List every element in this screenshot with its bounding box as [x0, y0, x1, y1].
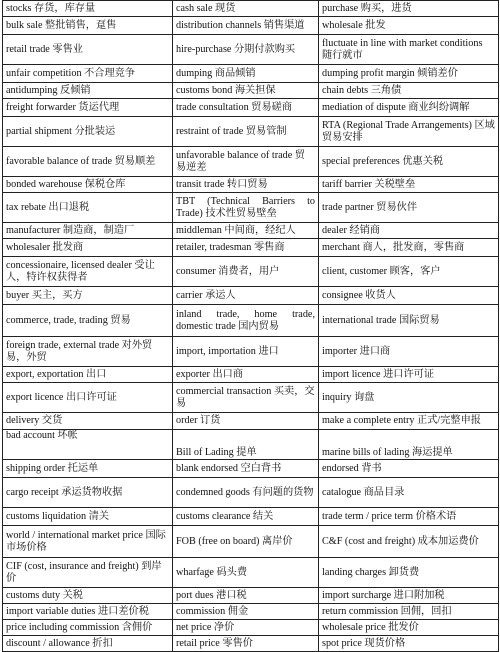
- table-row: [3, 460, 499, 478]
- table-cell: [173, 305, 319, 337]
- glossary-entry: blank endorsed 空白背书: [176, 462, 282, 474]
- glossary-entry: retail price 零售价: [176, 637, 253, 649]
- table-cell: [3, 558, 173, 588]
- glossary-entry: foreign trade, external trade 对外贸易，外贸: [6, 339, 153, 363]
- glossary-entry: transit trade 转口贸易: [176, 178, 268, 190]
- glossary-entry: partial shipment 分批装运: [6, 125, 116, 137]
- table-cell: [173, 17, 319, 35]
- table-cell: [173, 65, 319, 83]
- table-row: [3, 223, 499, 239]
- glossary-entry: wharfage 码头费: [176, 566, 248, 578]
- table-cell: [3, 460, 173, 478]
- table-cell: [3, 337, 173, 367]
- table-cell: [319, 223, 499, 239]
- table-cell: [3, 636, 173, 652]
- glossary-entry: commercial transaction 买卖，交易: [176, 385, 315, 409]
- table-cell: [3, 430, 173, 460]
- table-cell: [173, 287, 319, 305]
- glossary-entry: fluctuate in line with market conditions 随行就市: [322, 37, 483, 61]
- table-cell: [3, 526, 173, 558]
- glossary-table: [2, 0, 499, 652]
- table-cell: [3, 413, 173, 430]
- table-cell: [173, 430, 319, 460]
- table-cell: [3, 83, 173, 99]
- glossary-entry: CIF (cost, insurance and freight) 到岸价: [6, 560, 162, 584]
- glossary-entry: import surcharge 进口附加税: [322, 589, 445, 601]
- glossary-entry: delivery 交货: [6, 415, 63, 426]
- table-cell: [173, 117, 319, 147]
- table-cell: [3, 65, 173, 83]
- table-row: [3, 588, 499, 604]
- table-cell: [3, 367, 173, 383]
- table-cell: [173, 604, 319, 620]
- glossary-entry: trade term / price term 价格术语: [322, 510, 457, 522]
- glossary-entry: spot price 现货价格: [322, 637, 406, 649]
- glossary-entry: customs bond 海关担保: [176, 84, 276, 96]
- glossary-entry: price including commission 含佣价: [6, 621, 153, 633]
- table-cell: [319, 508, 499, 526]
- table-row: [3, 558, 499, 588]
- table-cell: [173, 257, 319, 287]
- table-row: [3, 636, 499, 652]
- glossary-entry: buyer 买主，买方: [6, 289, 83, 301]
- glossary-entry: distribution channels 销售渠道: [176, 19, 305, 31]
- glossary-table-body: [3, 1, 499, 652]
- glossary-entry: unfair competition 不合理竞争: [6, 67, 136, 79]
- glossary-entry: world / international market price 国际市场价格: [6, 529, 166, 553]
- glossary-entry: wholesale 批发: [322, 19, 386, 31]
- table-row: [3, 83, 499, 99]
- glossary-entry: Bill of Lading 提单: [176, 447, 257, 458]
- table-row: [3, 305, 499, 337]
- glossary-entry: antidumping 反倾销: [6, 84, 91, 96]
- glossary-entry: shipping order 托运单: [6, 462, 99, 474]
- glossary-entry: import variable duties 进口差价税: [6, 605, 149, 617]
- glossary-entry: manufacturer 制造商，制造厂: [6, 224, 135, 236]
- table-cell: [173, 636, 319, 652]
- table-cell: [3, 257, 173, 287]
- table-row: [3, 526, 499, 558]
- table-cell: [319, 588, 499, 604]
- table-cell: [319, 147, 499, 177]
- table-cell: [173, 413, 319, 430]
- table-cell: [173, 147, 319, 177]
- glossary-entry: marine bills of lading 海运提单: [322, 447, 453, 458]
- table-cell: [319, 305, 499, 337]
- table-row: [3, 17, 499, 35]
- glossary-entry: endorsed 背书: [322, 462, 382, 474]
- table-cell: [319, 337, 499, 367]
- table-cell: [173, 508, 319, 526]
- table-cell: [319, 430, 499, 460]
- glossary-entry: trade partner 贸易伙伴: [322, 201, 418, 213]
- glossary-entry: order 订货: [176, 415, 221, 426]
- table-row: [3, 239, 499, 257]
- table-row: [3, 287, 499, 305]
- glossary-entry: export, exportation 出口: [6, 368, 107, 380]
- glossary-entry: cash sale 现货: [176, 2, 236, 14]
- table-cell: [173, 239, 319, 257]
- table-cell: [319, 558, 499, 588]
- table-row: [3, 117, 499, 147]
- glossary-entry: catalogue 商品目录: [322, 486, 405, 498]
- glossary-entry: stocks 存货，库存量: [6, 2, 96, 14]
- table-cell: [3, 177, 173, 193]
- glossary-entry: merchant 商人，批发商，零售商: [322, 241, 465, 253]
- glossary-entry: bonded warehouse 保税仓库: [6, 178, 126, 190]
- glossary-entry: customs liquidation 清关: [6, 510, 110, 522]
- table-cell: [173, 223, 319, 239]
- glossary-entry: dealer 经销商: [322, 224, 380, 236]
- table-cell: [319, 83, 499, 99]
- table-row: [3, 620, 499, 636]
- table-cell: [319, 287, 499, 305]
- glossary-entry: inquiry 询盘: [322, 391, 375, 403]
- table-cell: [3, 1, 173, 17]
- glossary-entry: retail trade 零售业: [6, 43, 83, 55]
- table-cell: [173, 83, 319, 99]
- glossary-entry: inland trade, home trade, domestic trade 国内贸易: [176, 308, 315, 332]
- table-cell: [319, 413, 499, 430]
- glossary-entry: hire-purchase 分期付款购买: [176, 43, 296, 55]
- table-cell: [319, 257, 499, 287]
- table-row: [3, 147, 499, 177]
- glossary-entry: freight forwarder 货运代理: [6, 101, 120, 113]
- table-cell: [173, 383, 319, 413]
- glossary-entry: dumping 商品倾销: [176, 67, 256, 79]
- table-cell: [173, 99, 319, 117]
- table-cell: [173, 35, 319, 65]
- glossary-entry: consumer 消费者，用户: [176, 265, 280, 277]
- glossary-entry: net price 净价: [176, 621, 235, 633]
- table-row: [3, 35, 499, 65]
- glossary-entry: consignee 收货人: [322, 289, 396, 301]
- table-cell: [319, 383, 499, 413]
- table-cell: [3, 620, 173, 636]
- table-row: [3, 383, 499, 413]
- glossary-entry: customs duty 关税: [6, 589, 83, 601]
- table-cell: [319, 1, 499, 17]
- glossary-entry: FOB (free on board) 离岸价: [176, 535, 293, 547]
- table-row: [3, 65, 499, 83]
- table-cell: [319, 367, 499, 383]
- glossary-entry: special preferences 优惠关税: [322, 155, 444, 167]
- glossary-entry: commerce, trade, trading 贸易: [6, 314, 131, 326]
- glossary-entry: commission 佣金: [176, 605, 249, 617]
- glossary-entry: export licence 出口许可证: [6, 391, 117, 403]
- glossary-entry: concessionaire, licensed dealer 受让人，特许权获得者: [6, 259, 155, 283]
- table-cell: [319, 478, 499, 508]
- table-cell: [319, 65, 499, 83]
- glossary-entry: cargo receipt 承运货物收据: [6, 486, 123, 498]
- table-cell: [3, 35, 173, 65]
- table-row: [3, 604, 499, 620]
- glossary-entry: retailer, tradesman 零售商: [176, 241, 285, 253]
- glossary-entry: TBT (Technical Barriers to Trade) 技术性贸易壁垒: [176, 195, 315, 219]
- table-cell: [3, 287, 173, 305]
- table-cell: [319, 35, 499, 65]
- table-row: [3, 508, 499, 526]
- table-cell: [173, 526, 319, 558]
- table-cell: [173, 620, 319, 636]
- glossary-entry: tariff barrier 关税壁垒: [322, 178, 416, 190]
- table-cell: [319, 636, 499, 652]
- glossary-entry: middleman 中间商，经纪人: [176, 224, 296, 236]
- table-cell: [3, 604, 173, 620]
- table-cell: [319, 177, 499, 193]
- table-row: [3, 1, 499, 17]
- glossary-entry: trade consultation 贸易磋商: [176, 101, 293, 113]
- glossary-entry: condemned goods 有问题的货物: [176, 486, 314, 498]
- glossary-entry: customs clearance 结关: [176, 510, 274, 522]
- glossary-entry: port dues 港口税: [176, 589, 247, 601]
- glossary-entry: import, importation 进口: [176, 345, 279, 357]
- glossary-entry: client, customer 顾客，客户: [322, 265, 441, 277]
- table-cell: [3, 239, 173, 257]
- glossary-entry: bulk sale 整批销售，趸售: [6, 19, 117, 31]
- table-row: [3, 99, 499, 117]
- glossary-entry: exporter 出口商: [176, 368, 244, 380]
- glossary-entry: carrier 承运人: [176, 289, 236, 301]
- table-cell: [173, 588, 319, 604]
- table-cell: [3, 478, 173, 508]
- table-row: [3, 430, 499, 460]
- table-cell: [173, 478, 319, 508]
- table-cell: [3, 147, 173, 177]
- glossary-entry: chain debts 三角债: [322, 84, 402, 96]
- glossary-entry: unfavorable balance of trade 贸易逆差: [176, 149, 305, 173]
- table-row: [3, 257, 499, 287]
- table-cell: [173, 193, 319, 223]
- glossary-entry: favorable balance of trade 贸易顺差: [6, 155, 156, 167]
- glossary-entry: make a complete entry 正式/完整申报: [322, 415, 481, 426]
- table-cell: [319, 99, 499, 117]
- table-cell: [319, 460, 499, 478]
- table-cell: [3, 588, 173, 604]
- table-cell: [173, 1, 319, 17]
- glossary-entry: wholesaler 批发商: [6, 241, 84, 253]
- table-cell: [173, 177, 319, 193]
- table-cell: [3, 117, 173, 147]
- glossary-entry: mediation of dispute 商业纠纷调解: [322, 101, 470, 113]
- glossary-entry: C&F (cost and freight) 成本加运费价: [322, 535, 479, 547]
- glossary-entry: landing charges 卸货费: [322, 566, 420, 578]
- table-cell: [319, 604, 499, 620]
- glossary-entry: international trade 国际贸易: [322, 314, 440, 326]
- table-cell: [319, 17, 499, 35]
- glossary-entry: RTA (Regional Trade Arrangements) 区域贸易安排: [322, 119, 495, 143]
- glossary-entry: purchase 购买，进货: [322, 2, 412, 14]
- table-cell: [3, 17, 173, 35]
- table-cell: [3, 99, 173, 117]
- table-cell: [173, 337, 319, 367]
- table-cell: [3, 223, 173, 239]
- table-row: [3, 337, 499, 367]
- table-cell: [3, 305, 173, 337]
- table-cell: [319, 526, 499, 558]
- table-row: [3, 177, 499, 193]
- table-cell: [3, 193, 173, 223]
- glossary-entry: return commission 回佣，回扣: [322, 605, 452, 617]
- table-cell: [173, 558, 319, 588]
- table-cell: [173, 460, 319, 478]
- table-row: [3, 413, 499, 430]
- table-cell: [173, 367, 319, 383]
- table-row: [3, 193, 499, 223]
- glossary-entry: import licence 进口许可证: [322, 368, 435, 380]
- glossary-entry: restraint of trade 贸易管制: [176, 125, 287, 137]
- table-cell: [319, 117, 499, 147]
- table-row: [3, 478, 499, 508]
- table-cell: [3, 508, 173, 526]
- glossary-entry: wholesale price 批发价: [322, 621, 419, 633]
- table-row: [3, 367, 499, 383]
- glossary-entry: importer 进口商: [322, 345, 391, 357]
- glossary-entry: bad account 坏帐: [6, 430, 78, 441]
- glossary-entry: tax rebate 出口退税: [6, 201, 90, 213]
- table-cell: [319, 193, 499, 223]
- table-cell: [3, 383, 173, 413]
- glossary-entry: discount / allowance 折扣: [6, 637, 113, 649]
- table-cell: [319, 620, 499, 636]
- glossary-entry: dumping profit margin 倾销差价: [322, 67, 458, 79]
- table-cell: [319, 239, 499, 257]
